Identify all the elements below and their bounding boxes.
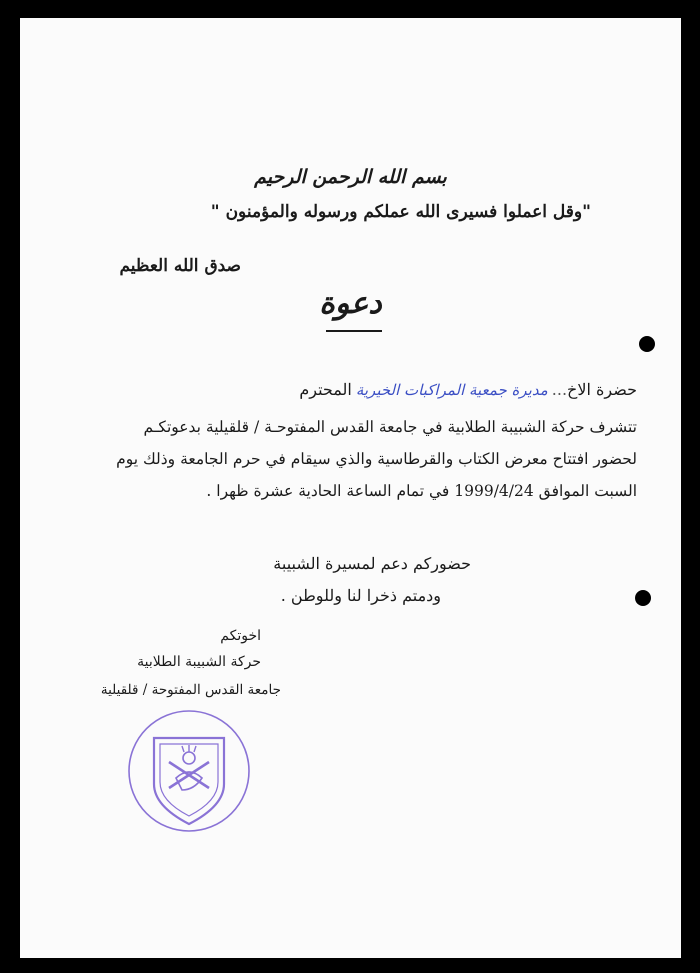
quran-verse: "وقل اعملوا فسيرى الله عملكم ورسوله والمؤمنون " — [210, 202, 591, 222]
title-underline — [326, 330, 382, 332]
signature-line-3: جامعة القدس المفتوحة / قلقيلية — [100, 682, 281, 698]
address-line — [299, 380, 637, 399]
sadaq-line: صدق الله العظيم — [119, 256, 241, 276]
body-line-2: لحضور افتتاح معرض الكتاب والقرطاسية والذي سيقام في حرم الجامعة وذلك يوم — [116, 450, 637, 468]
punch-hole — [639, 336, 655, 352]
organization-stamp — [124, 706, 254, 836]
handwritten-addressee: مديرة جمعية المراكبات الخيرية — [355, 381, 548, 399]
address-suffix: المحترم — [299, 380, 352, 399]
invitation-title: دعوة — [319, 286, 382, 321]
address-prefix: حضرة الاخ — [567, 380, 637, 399]
punch-hole — [635, 590, 651, 606]
signature-line-1: اخوتكم — [220, 628, 261, 644]
body-line-1: تتشرف حركة الشبيبة الطلابية في جامعة القدس المفتوحـة / قلقيلية بدعوتكـم — [143, 418, 637, 436]
signature-line-2: حركة الشبيبة الطلابية — [137, 654, 261, 670]
closing-line-1: حضوركم دعم لمسيرة الشبيبة — [273, 554, 471, 573]
closing-line-2: ودمتم ذخرا لنا وللوطن . — [280, 586, 441, 605]
basmala: بسم الله الرحمن الرحيم — [254, 166, 447, 188]
address-dots: ... — [551, 380, 568, 399]
body-line-3: السبت الموافق 1999/4/24 في تمام الساعة الحادية عشرة ظهرا . — [206, 482, 637, 500]
document-page — [20, 18, 681, 958]
